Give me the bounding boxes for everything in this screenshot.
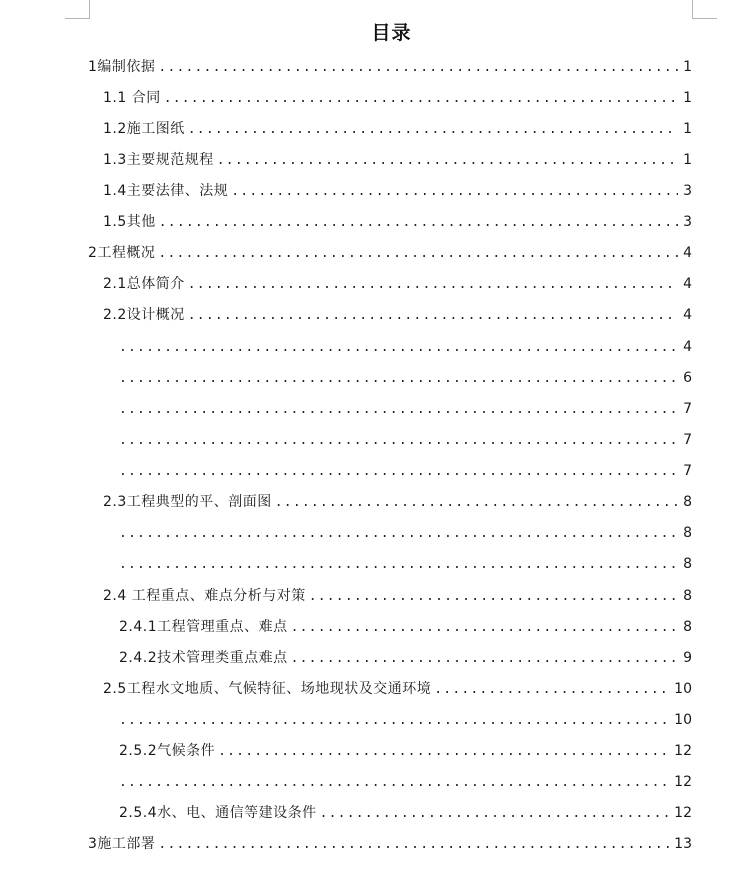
- toc-entry-label: 2.4.2技术管理类重点难点: [119, 650, 288, 666]
- toc-page-number: 10: [674, 712, 692, 728]
- toc-page-number: 12: [674, 743, 692, 759]
- toc-dot-leader: [434, 679, 670, 701]
- toc-entry[interactable]: [103, 585, 692, 607]
- toc-entry-label: 1.3主要规范规程: [103, 152, 214, 168]
- toc-page-number: 1: [683, 90, 692, 106]
- toc-dot-leader: [164, 88, 678, 110]
- toc-entry[interactable]: [119, 740, 692, 762]
- toc-dot-leader: [188, 305, 678, 327]
- toc-entry[interactable]: [88, 833, 692, 855]
- toc-dot-leader: [119, 399, 678, 421]
- toc-dot-leader: [291, 648, 678, 670]
- toc-entry[interactable]: [103, 678, 692, 700]
- toc-entry-label: 2.2设计概况: [103, 307, 185, 323]
- toc-entry[interactable]: [103, 491, 692, 513]
- toc-entry-label: 2.5工程水文地质、气候特征、场地现状及交通环境: [103, 681, 432, 697]
- toc-page-number: 8: [683, 525, 692, 541]
- toc-entry[interactable]: [103, 180, 692, 202]
- toc-page-number: 4: [683, 307, 692, 323]
- toc-entry-label: 1.2施工图纸: [103, 121, 185, 137]
- toc-dot-leader: [158, 57, 678, 79]
- toc-page-number: 4: [683, 245, 692, 261]
- toc-dot-leader: [320, 803, 671, 825]
- toc-entry[interactable]: [119, 336, 692, 358]
- toc-entry[interactable]: [119, 647, 692, 669]
- toc-entry[interactable]: [119, 460, 692, 482]
- toc-entry[interactable]: [103, 87, 692, 109]
- toc-entry[interactable]: [119, 367, 692, 389]
- toc-dot-leader: [158, 243, 678, 265]
- toc-dot-leader: [188, 119, 678, 141]
- toc-entry-label: 1编制依据: [88, 59, 156, 75]
- toc-entry[interactable]: [103, 118, 692, 140]
- toc-dot-leader: [119, 368, 678, 390]
- toc-page-number: 9: [683, 650, 692, 666]
- toc-dot-leader: [159, 212, 678, 234]
- toc-page-number: 4: [683, 339, 692, 355]
- toc-dot-leader: [218, 741, 670, 763]
- toc-entry-label: 2.5.4水、电、通信等建设条件: [119, 805, 317, 821]
- toc-page-number: 8: [683, 619, 692, 635]
- toc-entry[interactable]: [103, 211, 692, 233]
- toc-dot-leader: [119, 772, 670, 794]
- toc-page-number: 7: [683, 432, 692, 448]
- page-corner-mark: [65, 0, 90, 19]
- toc-page-number: 13: [674, 836, 692, 852]
- toc-page-number: 1: [683, 121, 692, 137]
- toc-title: 目录: [371, 22, 412, 44]
- toc-dot-leader: [291, 617, 678, 639]
- toc-page-number: 3: [683, 183, 692, 199]
- toc-dot-leader: [119, 337, 678, 359]
- toc-entry[interactable]: [103, 304, 692, 326]
- toc-page-number: 12: [674, 805, 692, 821]
- toc-dot-leader: [119, 461, 678, 483]
- toc-dot-leader: [188, 274, 678, 296]
- toc-entry-label: 2.3工程典型的平、剖面图: [103, 494, 272, 510]
- toc-entry[interactable]: [119, 429, 692, 451]
- toc-entry-label: 2工程概况: [88, 245, 156, 261]
- toc-entry-label: 1.5其他: [103, 214, 156, 230]
- toc-dot-leader: [158, 834, 670, 856]
- toc-page-number: 4: [683, 276, 692, 292]
- toc-page-number: 3: [683, 214, 692, 230]
- toc-entry-label: 3施工部署: [88, 836, 156, 852]
- toc-entry[interactable]: [103, 149, 692, 171]
- page-corner-mark: [692, 0, 717, 19]
- toc-dot-leader: [275, 492, 678, 514]
- toc-page-number: 1: [683, 152, 692, 168]
- toc-entry[interactable]: [88, 242, 692, 264]
- toc-dot-leader: [309, 586, 678, 608]
- toc-entry[interactable]: [119, 553, 692, 575]
- toc-dot-leader: [119, 430, 678, 452]
- toc-dot-leader: [217, 150, 678, 172]
- toc-entry[interactable]: [119, 616, 692, 638]
- toc-entry-label: 2.5.2气候条件: [119, 743, 216, 759]
- toc-entry[interactable]: [88, 56, 692, 78]
- toc-entry[interactable]: [119, 802, 692, 824]
- toc-page-number: 8: [683, 556, 692, 572]
- toc-page-number: 6: [683, 370, 692, 386]
- toc-entry[interactable]: [119, 709, 692, 731]
- toc-dot-leader: [231, 181, 678, 203]
- toc-entry-label: 2.1总体简介: [103, 276, 185, 292]
- toc-entry[interactable]: [103, 273, 692, 295]
- toc-dot-leader: [119, 554, 678, 576]
- toc-page-number: 1: [683, 59, 692, 75]
- toc-entry-label: 2.4 工程重点、难点分析与对策: [103, 588, 306, 604]
- toc-entry-label: 1.4主要法律、法规: [103, 183, 229, 199]
- toc-dot-leader: [119, 710, 670, 732]
- toc-page-number: 8: [683, 588, 692, 604]
- toc-entry[interactable]: [119, 522, 692, 544]
- toc-page-number: 8: [683, 494, 692, 510]
- toc-entry-label: 2.4.1工程管理重点、难点: [119, 619, 288, 635]
- toc-dot-leader: [119, 523, 678, 545]
- toc-entry-label: 1.1 合同: [103, 90, 161, 106]
- toc-page-number: 12: [674, 774, 692, 790]
- toc-page-number: 10: [674, 681, 692, 697]
- toc-entry[interactable]: [119, 771, 692, 793]
- toc-page-number: 7: [683, 401, 692, 417]
- toc-entry[interactable]: [119, 398, 692, 420]
- toc-page-number: 7: [683, 463, 692, 479]
